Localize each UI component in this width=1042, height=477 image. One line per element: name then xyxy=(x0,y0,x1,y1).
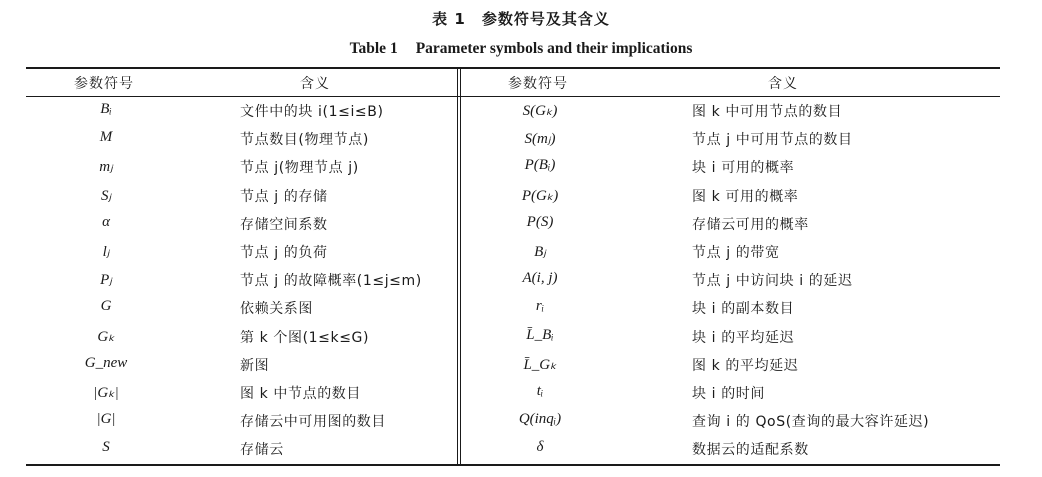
top-rule xyxy=(26,67,1000,69)
cell-symbol-left: Sⱼ xyxy=(100,187,112,204)
cell-meaning-left: 依赖关系图 xyxy=(240,301,313,318)
table-row xyxy=(26,379,1000,407)
bottom-rule xyxy=(26,464,1000,466)
cell-symbol-right: S(mⱼ) xyxy=(524,131,556,148)
cell-symbol-left: α xyxy=(102,213,110,230)
cell-meaning-left: 新图 xyxy=(240,357,270,374)
table-row xyxy=(26,125,1000,153)
cell-symbol-left: |G| xyxy=(96,411,116,428)
cell-symbol-left: Bᵢ xyxy=(100,101,112,117)
table-row xyxy=(26,407,1000,435)
table-row xyxy=(26,97,1000,125)
cell-meaning-right: 节点 j 中访问块 i 的延迟 xyxy=(692,273,853,290)
header-meaning-right: 含义 xyxy=(768,76,798,92)
table-row xyxy=(26,266,1000,294)
cell-symbol-right: S(Gₖ) xyxy=(522,103,558,119)
table-title-cn xyxy=(0,8,1042,29)
cell-meaning-left: 第 k 个图(1≤k≤G) xyxy=(240,329,370,346)
cell-symbol-left: |Gₖ| xyxy=(93,384,119,401)
cell-meaning-left: 存储云中可用图的数目 xyxy=(240,414,386,431)
cell-meaning-right: 块 i 的副本数目 xyxy=(692,301,795,318)
cell-symbol-left: G_new xyxy=(84,354,128,371)
cell-meaning-left: 图 k 中节点的数目 xyxy=(240,385,362,402)
cell-meaning-right: 图 k 的平均延迟 xyxy=(692,357,799,374)
cell-symbol-right: δ xyxy=(536,439,544,456)
table-number-cn: 表 1 xyxy=(432,10,466,28)
table-row xyxy=(26,351,1000,379)
table-body xyxy=(26,97,1000,463)
table-row xyxy=(26,294,1000,322)
header-symbol-left: 参数符号 xyxy=(74,76,134,92)
table-row xyxy=(26,153,1000,181)
table-row xyxy=(26,210,1000,238)
cell-symbol-right: P(S) xyxy=(526,213,554,230)
cell-meaning-right: 块 i 的时间 xyxy=(692,385,765,402)
cell-meaning-right: 块 i 可用的概率 xyxy=(692,160,795,177)
header-meaning-left: 含义 xyxy=(300,76,330,92)
cell-symbol-right: rᵢ xyxy=(535,298,545,315)
cell-meaning-left: 节点 j(物理节点 j) xyxy=(240,160,359,177)
cell-symbol-left: Pⱼ xyxy=(100,272,112,289)
cell-symbol-right: P(Gₖ) xyxy=(521,187,559,204)
cell-symbol-left: M xyxy=(99,129,113,146)
cell-meaning-right: 图 k 可用的概率 xyxy=(692,188,799,205)
cell-meaning-right: 节点 j 的带宽 xyxy=(692,244,780,261)
table-caption-cn: 参数符号及其含义 xyxy=(481,10,610,28)
cell-meaning-left: 节点 j 的负荷 xyxy=(240,244,328,261)
table-row xyxy=(26,323,1000,351)
table-title-en xyxy=(0,40,1042,58)
cell-symbol-right: L̄_Bᵢ xyxy=(526,326,554,343)
cell-symbol-right: L̄_Gₖ xyxy=(523,356,557,373)
cell-meaning-left: 节点 j 的故障概率(1≤j≤m) xyxy=(240,273,422,290)
cell-meaning-right: 图 k 中可用节点的数目 xyxy=(692,104,843,120)
cell-symbol-left: G xyxy=(100,298,112,315)
table-caption-en: Parameter symbols and their implications xyxy=(415,40,693,57)
table-number-en: Table 1 xyxy=(349,40,398,57)
cell-meaning-right: 存储云可用的概率 xyxy=(692,216,809,233)
cell-meaning-right: 块 i 的平均延迟 xyxy=(692,329,795,346)
cell-symbol-left: S xyxy=(102,439,110,456)
cell-symbol-left: lⱼ xyxy=(102,243,110,260)
cell-symbol-right: P(Bᵢ) xyxy=(524,157,556,174)
table-row xyxy=(26,182,1000,210)
cell-meaning-right: 节点 j 中可用节点的数目 xyxy=(692,132,853,149)
table-row xyxy=(26,238,1000,266)
cell-symbol-right: Bⱼ xyxy=(534,243,546,260)
cell-symbol-right: A(i, j) xyxy=(522,270,558,287)
cell-symbol-left: mⱼ xyxy=(99,159,113,176)
cell-meaning-right: 数据云的适配系数 xyxy=(692,442,809,459)
header-symbol-right: 参数符号 xyxy=(508,76,568,92)
cell-symbol-right: tᵢ xyxy=(536,382,544,399)
cell-meaning-left: 节点数目(物理节点) xyxy=(240,132,369,149)
cell-meaning-left: 存储空间系数 xyxy=(240,216,328,233)
cell-symbol-right: Q(inqᵢ) xyxy=(518,411,562,428)
cell-meaning-left: 节点 j 的存储 xyxy=(240,188,328,205)
cell-meaning-right: 查询 i 的 QoS(查询的最大容许延迟) xyxy=(692,414,930,431)
table-row xyxy=(26,435,1000,463)
cell-symbol-left: Gₖ xyxy=(97,328,115,345)
cell-meaning-left: 文件中的块 i(1≤i≤B) xyxy=(240,104,384,120)
cell-meaning-left: 存储云 xyxy=(240,442,284,459)
